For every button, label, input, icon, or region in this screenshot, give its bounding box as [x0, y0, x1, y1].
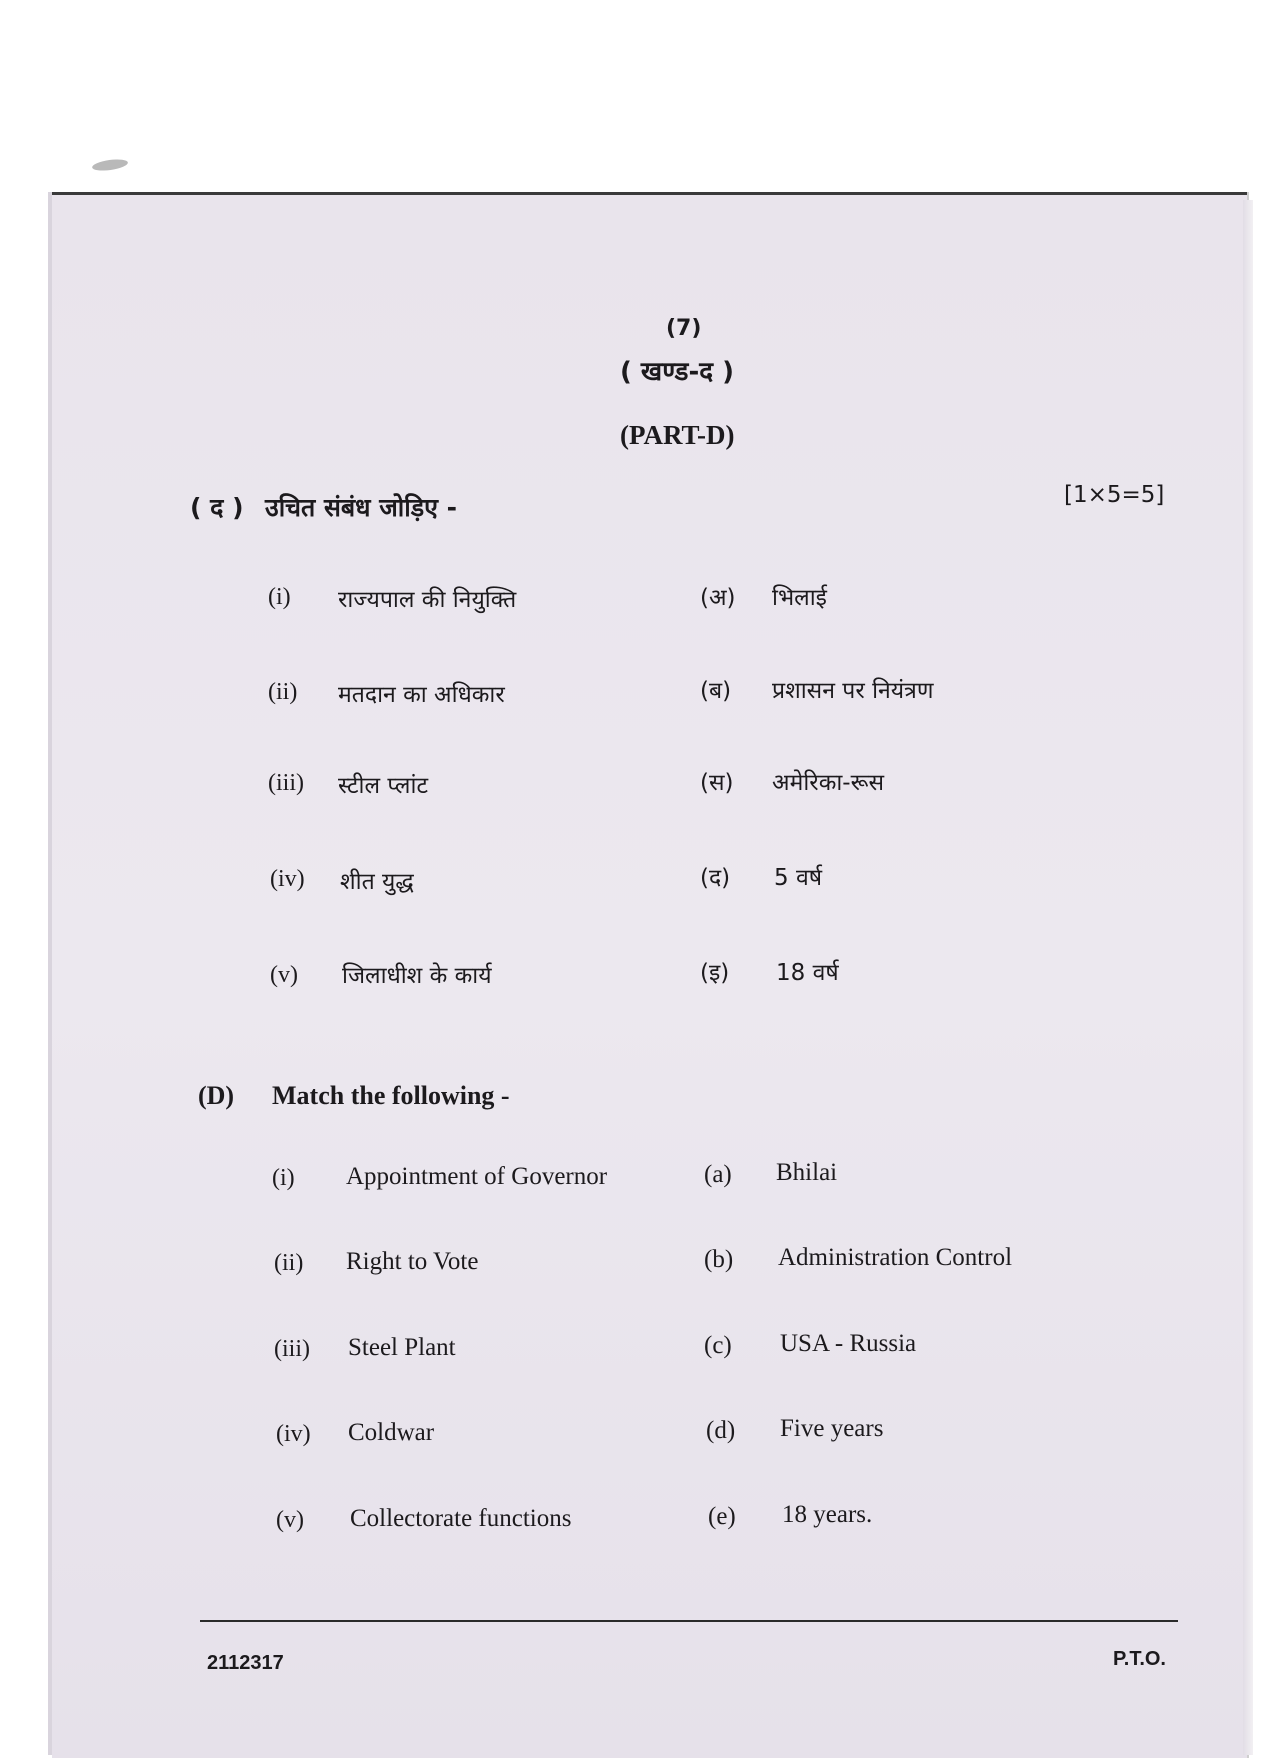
english-row-key: (c) — [704, 1332, 732, 1359]
english-row-key: (a) — [704, 1161, 732, 1188]
section-heading-hindi: ( खण्ड-द ) — [620, 357, 734, 387]
please-turn-over: P.T.O. — [1113, 1648, 1166, 1670]
hindi-row-left: जिलाधीश के कार्य — [342, 963, 492, 989]
hindi-row-key: (द) — [700, 865, 731, 891]
hindi-row-number: (v) — [270, 962, 298, 988]
hindi-row-left: राज्यपाल की नियुक्ति — [338, 587, 517, 613]
english-row-right: 18 years. — [782, 1501, 873, 1528]
hindi-row-left: स्टील प्लांट — [338, 773, 429, 799]
english-row-number: (iv) — [276, 1421, 311, 1447]
section-heading-english: (PART-D) — [620, 420, 735, 450]
english-row-right: USA - Russia — [780, 1330, 917, 1357]
hindi-row-key: (ब) — [700, 678, 732, 704]
question-title-hindi: उचित संबंध जोड़िए - — [265, 493, 458, 522]
english-row-number: (iii) — [274, 1336, 310, 1362]
english-row-number: (i) — [272, 1165, 295, 1191]
english-row-left: Coldwar — [348, 1419, 435, 1446]
english-row-right: Five years — [780, 1415, 884, 1442]
english-row-right: Administration Control — [778, 1244, 1013, 1271]
english-row-left: Right to Vote — [346, 1248, 479, 1275]
hindi-row-number: (iii) — [268, 770, 304, 796]
page-number: (7) — [666, 316, 702, 341]
hindi-row-key: (स) — [700, 770, 734, 796]
marks-allotment: [1×5=5] — [1064, 482, 1165, 508]
hindi-row-right: 18 वर्ष — [776, 960, 839, 986]
english-row-key: (d) — [706, 1417, 736, 1444]
english-row-number: (ii) — [274, 1250, 304, 1276]
paper-smudge — [91, 158, 128, 173]
question-label-english: (D) — [198, 1081, 235, 1110]
english-row-number: (v) — [276, 1507, 304, 1533]
hindi-row-left: शीत युद्ध — [340, 869, 414, 895]
english-row-key: (e) — [708, 1503, 736, 1530]
question-title-english: Match the following - — [272, 1081, 510, 1110]
question-label-hindi: ( द ) — [190, 493, 244, 522]
hindi-row-right: 5 वर्ष — [774, 865, 823, 891]
sheet-edge-right — [1243, 200, 1253, 1755]
hindi-row-left: मतदान का अधिकार — [338, 682, 505, 708]
footer-divider — [200, 1620, 1178, 1622]
hindi-row-number: (i) — [268, 584, 291, 610]
paper-code: 2112317 — [207, 1652, 284, 1674]
hindi-row-key: (इ) — [700, 960, 730, 986]
english-row-key: (b) — [704, 1246, 734, 1273]
english-row-left: Steel Plant — [348, 1334, 456, 1361]
english-row-left: Appointment of Governor — [346, 1163, 608, 1190]
hindi-row-right: भिलाई — [772, 585, 827, 611]
hindi-row-right: प्रशासन पर नियंत्रण — [772, 678, 934, 704]
hindi-row-number: (iv) — [270, 866, 305, 892]
hindi-row-key: (अ) — [700, 585, 736, 611]
english-row-right: Bhilai — [776, 1159, 838, 1186]
hindi-row-right: अमेरिका-रूस — [772, 770, 885, 796]
english-row-left: Collectorate functions — [350, 1505, 572, 1532]
hindi-row-number: (ii) — [268, 679, 298, 705]
